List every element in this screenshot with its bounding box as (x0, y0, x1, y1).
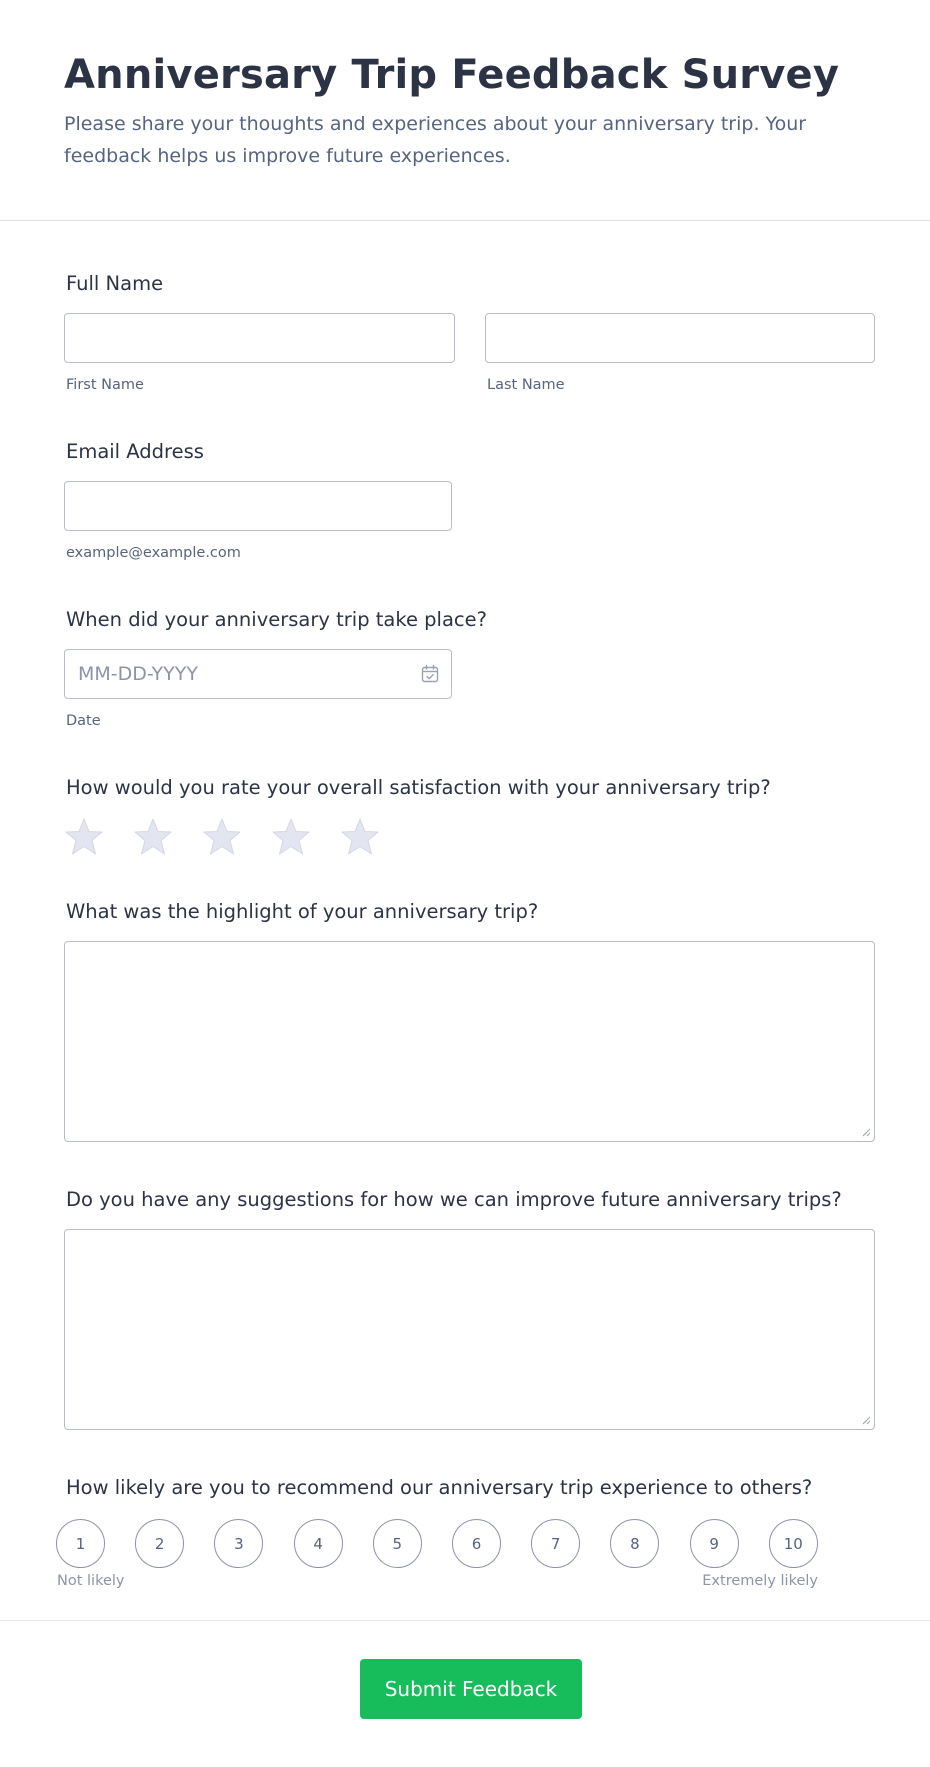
full-name-label: Full Name (66, 272, 164, 295)
last-name-input[interactable] (485, 313, 875, 363)
submit-button[interactable]: Submit Feedback (360, 1659, 582, 1719)
highlight-textarea[interactable] (64, 941, 875, 1142)
form-header (0, 0, 930, 221)
trip-date-input[interactable] (64, 649, 452, 699)
scale-option-7[interactable]: 7 (531, 1519, 580, 1568)
scale-option-9[interactable]: 9 (690, 1519, 739, 1568)
recommend-label: How likely are you to recommend our anniversary trip experience to others? (66, 1476, 813, 1499)
email-input[interactable] (64, 481, 452, 531)
star-icon[interactable] (133, 817, 173, 857)
resize-grip-icon[interactable] (861, 1127, 871, 1137)
form-description: Please share your thoughts and experiences about your anniversary trip. Your feedback helps us improve future experiences. (64, 113, 807, 167)
form-title: Anniversary Trip Feedback Survey (64, 52, 840, 98)
scale-option-4[interactable]: 4 (294, 1519, 343, 1568)
scale-low-label: Not likely (57, 1573, 125, 1589)
highlight-label: What was the highlight of your anniversary trip? (66, 900, 539, 923)
scale-high-label: Extremely likely (702, 1573, 818, 1589)
first-name-input[interactable] (64, 313, 455, 363)
star-icon[interactable] (340, 817, 380, 857)
calendar-icon[interactable] (421, 664, 439, 684)
scale-option-6[interactable]: 6 (452, 1519, 501, 1568)
scale-option-1[interactable]: 1 (56, 1519, 105, 1568)
star-icon[interactable] (202, 817, 242, 857)
last-name-sublabel: Last Name (487, 377, 565, 393)
trip-date-label: When did your anniversary trip take place? (66, 608, 487, 631)
email-label: Email Address (66, 440, 204, 463)
scale-option-8[interactable]: 8 (610, 1519, 659, 1568)
scale-option-3[interactable]: 3 (214, 1519, 263, 1568)
resize-grip-icon[interactable] (861, 1415, 871, 1425)
scale-option-10[interactable]: 10 (769, 1519, 818, 1568)
first-name-sublabel: First Name (66, 377, 144, 393)
star-icon[interactable] (271, 817, 311, 857)
trip-date-sublabel: Date (66, 713, 101, 729)
scale-option-2[interactable]: 2 (135, 1519, 184, 1568)
suggestions-label: Do you have any suggestions for how we can improve future anniversary trips? (66, 1188, 842, 1211)
star-icon[interactable] (64, 817, 104, 857)
suggestions-textarea[interactable] (64, 1229, 875, 1430)
satisfaction-label: How would you rate your overall satisfaction with your anniversary trip? (66, 776, 771, 799)
trip-date-placeholder: MM-DD-YYYY (78, 663, 198, 685)
email-sublabel: example@example.com (66, 545, 241, 561)
footer-divider (0, 1620, 930, 1621)
scale-option-5[interactable]: 5 (373, 1519, 422, 1568)
